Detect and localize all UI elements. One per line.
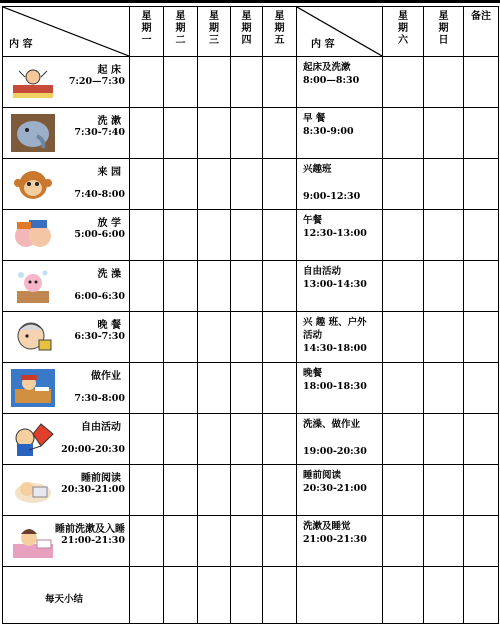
weekend-activity-cell: [297, 465, 383, 516]
activity-time: 5:00-6:00: [74, 229, 125, 240]
sun-check-cell[interactable]: [424, 261, 464, 312]
remark-header: 备注: [464, 7, 499, 57]
fri-summary-cell[interactable]: [263, 567, 297, 624]
wed-check-cell[interactable]: [198, 159, 231, 210]
weekend-activity-name: 洗澡、做作业: [303, 419, 361, 430]
schedule-row: [3, 465, 499, 516]
weekend-activity-name: 兴 趣 班、户外活动: [303, 317, 367, 341]
tue-check-cell[interactable]: [164, 210, 198, 261]
weekday-activity-cell: [3, 516, 130, 567]
fri-check-cell[interactable]: [263, 414, 297, 465]
weekend-activity-time: 9:00-12:30: [303, 191, 361, 202]
weekday-activity-cell: [3, 363, 130, 414]
weekday-activity-cell: [3, 312, 130, 363]
activity-time: 7:40-8:00: [74, 189, 125, 200]
baby-reading-icon: [11, 471, 55, 509]
weekend-activity-name: 洗漱及睡觉: [303, 521, 351, 532]
weekend-activity-name: 午餐: [303, 215, 323, 226]
sun-check-cell[interactable]: [424, 516, 464, 567]
wed-check-cell[interactable]: [198, 465, 231, 516]
fri-header: 星 期 五: [263, 7, 297, 57]
weekend-activity-cell: [297, 57, 383, 108]
weekend-activity-cell: [297, 261, 383, 312]
sat-check-cell[interactable]: [383, 516, 424, 567]
sat-check-cell[interactable]: [383, 414, 424, 465]
fri-check-cell[interactable]: [263, 516, 297, 567]
weekend-activity-cell: [297, 516, 383, 567]
sat-summary-cell[interactable]: [383, 567, 424, 624]
weekday-activity-cell: [3, 414, 130, 465]
activity-time: 6:00-6:30: [74, 291, 125, 302]
tue-check-cell[interactable]: [164, 465, 198, 516]
activity-time: 7:30-7:40: [74, 127, 125, 138]
fri-check-cell[interactable]: [263, 363, 297, 414]
remark-cell[interactable]: [464, 210, 499, 261]
weekend-activity-time: 13:00-14:30: [303, 279, 367, 290]
schedule-row: [3, 414, 499, 465]
thu-summary-cell[interactable]: [231, 567, 263, 624]
sat-check-cell[interactable]: [383, 210, 424, 261]
wed-check-cell[interactable]: [198, 261, 231, 312]
sun-check-cell[interactable]: [424, 465, 464, 516]
sat-check-cell[interactable]: [383, 312, 424, 363]
activity-name: 自由活动: [81, 422, 121, 433]
kid-eating-icon: [11, 318, 55, 356]
weekend-activity-cell: [297, 363, 383, 414]
weekend-activity-cell: [297, 312, 383, 363]
mon-check-cell[interactable]: [130, 108, 164, 159]
schedule-table: [2, 6, 499, 624]
sun-check-cell[interactable]: [424, 108, 464, 159]
pig-bathing-icon: [11, 267, 55, 305]
schedule-row: [3, 159, 499, 210]
mon-check-cell[interactable]: [130, 159, 164, 210]
weekend-activity-cell: [297, 159, 383, 210]
sun-check-cell[interactable]: [424, 57, 464, 108]
fri-check-cell[interactable]: [263, 261, 297, 312]
weekend-activity-cell: [297, 210, 383, 261]
content-label: 内 容: [9, 39, 33, 50]
tue-check-cell[interactable]: [164, 261, 198, 312]
thu-check-cell[interactable]: [231, 516, 263, 567]
weekend-activity-name: 晚餐: [303, 368, 323, 379]
sat-check-cell[interactable]: [383, 57, 424, 108]
weekend-activity-time: 19:00-20:30: [303, 446, 367, 457]
weekend-activity-time: 18:00-18:30: [303, 381, 367, 392]
weekend-activity-time: 8:00—8:30: [303, 75, 360, 86]
fri-check-cell[interactable]: [263, 159, 297, 210]
wed-check-cell[interactable]: [198, 312, 231, 363]
kid-homework-icon: [11, 369, 55, 407]
wed-check-cell[interactable]: [198, 363, 231, 414]
weekend-activity-name: 自由活动: [303, 266, 342, 277]
mon-check-cell[interactable]: [130, 261, 164, 312]
kids-hugging-icon: [11, 216, 55, 254]
content-header-right: [297, 7, 383, 57]
thu-header: 星 期 四: [231, 7, 263, 57]
sun-summary-cell[interactable]: [424, 567, 464, 624]
sun-check-cell[interactable]: [424, 363, 464, 414]
sun-check-cell[interactable]: [424, 312, 464, 363]
content-header-left: [3, 7, 130, 57]
thu-check-cell[interactable]: [231, 312, 263, 363]
weekday-activity-cell: [3, 465, 130, 516]
sat-check-cell[interactable]: [383, 465, 424, 516]
summary-row: [3, 567, 499, 624]
tue-check-cell[interactable]: [164, 108, 198, 159]
weekend-activity-cell: [297, 414, 383, 465]
remark-cell[interactable]: [464, 108, 499, 159]
mon-check-cell[interactable]: [130, 312, 164, 363]
weekend-activity-time: 12:30-13:00: [303, 228, 367, 239]
activity-time: 20:00-20:30: [61, 444, 125, 455]
schedule-row: [3, 261, 499, 312]
weekend-activity-name: 睡前阅读: [303, 470, 342, 481]
thu-check-cell[interactable]: [231, 159, 263, 210]
thu-check-cell[interactable]: [231, 465, 263, 516]
sat-check-cell[interactable]: [383, 159, 424, 210]
remark-cell[interactable]: [464, 312, 499, 363]
sat-check-cell[interactable]: [383, 363, 424, 414]
weekend-summary-cell[interactable]: [297, 567, 383, 624]
activity-name: 洗 漱: [97, 116, 121, 127]
schedule-row: [3, 312, 499, 363]
activity-name: 起 床: [97, 65, 121, 76]
tue-check-cell[interactable]: [164, 516, 198, 567]
weekend-activity-time: 20:30-21:00: [303, 483, 367, 494]
activity-name: 睡前洗漱及入睡: [55, 524, 125, 535]
person-waking-icon: [11, 63, 55, 101]
header-row: [3, 7, 499, 57]
weekday-activity-cell: [3, 57, 130, 108]
mon-header: 星 期 一: [130, 7, 164, 57]
activity-time: 7:30-8:00: [74, 393, 125, 404]
remark-cell[interactable]: [464, 57, 499, 108]
weekday-activity-cell: [3, 210, 130, 261]
fri-check-cell[interactable]: [263, 57, 297, 108]
thu-check-cell[interactable]: [231, 363, 263, 414]
activity-time: 6:30-7:30: [74, 331, 125, 342]
remark-cell[interactable]: [464, 516, 499, 567]
mon-check-cell[interactable]: [130, 57, 164, 108]
wed-header: 星 期 三: [198, 7, 231, 57]
remark-cell[interactable]: [464, 414, 499, 465]
schedule-row: [3, 57, 499, 108]
weekend-activity-time: 8:30-9:00: [303, 126, 354, 137]
mon-check-cell[interactable]: [130, 414, 164, 465]
tue-check-cell[interactable]: [164, 363, 198, 414]
weekend-activity-time: 14:30-18:00: [303, 343, 367, 354]
sat-check-cell[interactable]: [383, 108, 424, 159]
mon-check-cell[interactable]: [130, 363, 164, 414]
activity-name: 放 学: [97, 218, 121, 229]
activity-name: 睡前阅读: [81, 473, 121, 484]
remark-cell[interactable]: [464, 159, 499, 210]
activity-name: 洗 澡: [97, 269, 121, 280]
thu-check-cell[interactable]: [231, 414, 263, 465]
schedule-row: [3, 516, 499, 567]
wed-check-cell[interactable]: [198, 210, 231, 261]
weekend-activity-name: 兴趣班: [303, 164, 332, 175]
tue-summary-cell[interactable]: [164, 567, 198, 624]
schedule-row: [3, 210, 499, 261]
weekend-activity-name: 早 餐: [303, 113, 326, 124]
kite-icon: [11, 420, 55, 458]
activity-name: 做作业: [91, 371, 121, 382]
fri-check-cell[interactable]: [263, 210, 297, 261]
wed-check-cell[interactable]: [198, 516, 231, 567]
remark-cell[interactable]: [464, 465, 499, 516]
sun-check-cell[interactable]: [424, 414, 464, 465]
fri-check-cell[interactable]: [263, 312, 297, 363]
activity-name: 来 园: [97, 167, 121, 178]
tue-check-cell[interactable]: [164, 57, 198, 108]
weekend-activity-time: 21:00-21:30: [303, 534, 367, 545]
schedule-row: [3, 363, 499, 414]
thu-check-cell[interactable]: [231, 108, 263, 159]
summary-label: 每天小结: [3, 567, 130, 624]
thu-check-cell[interactable]: [231, 261, 263, 312]
sun-header: 星 期 日: [424, 7, 464, 57]
wed-check-cell[interactable]: [198, 108, 231, 159]
sun-check-cell[interactable]: [424, 159, 464, 210]
weekday-activity-cell: [3, 261, 130, 312]
wed-check-cell[interactable]: [198, 57, 231, 108]
activity-time: 21:00-21:30: [61, 535, 125, 546]
weekday-activity-cell: [3, 159, 130, 210]
wed-summary-cell[interactable]: [198, 567, 231, 624]
weekday-activity-cell: [3, 108, 130, 159]
tue-header: 星 期 二: [164, 7, 198, 57]
weekend-activity-cell: [297, 108, 383, 159]
tue-check-cell[interactable]: [164, 312, 198, 363]
content-label-right: 内 容: [311, 39, 335, 50]
remark-summary-cell[interactable]: [464, 567, 499, 624]
fri-check-cell[interactable]: [263, 108, 297, 159]
thu-check-cell[interactable]: [231, 57, 263, 108]
monkey-icon: [11, 165, 55, 203]
girl-sleeping-icon: [11, 522, 55, 560]
remark-cell[interactable]: [464, 261, 499, 312]
sun-check-cell[interactable]: [424, 210, 464, 261]
remark-cell[interactable]: [464, 363, 499, 414]
wed-check-cell[interactable]: [198, 414, 231, 465]
tue-check-cell[interactable]: [164, 159, 198, 210]
thu-check-cell[interactable]: [231, 210, 263, 261]
activity-time: 7:20—7:30: [68, 76, 125, 87]
mon-check-cell[interactable]: [130, 210, 164, 261]
sat-header: 星 期 六: [383, 7, 424, 57]
sat-check-cell[interactable]: [383, 261, 424, 312]
mon-summary-cell[interactable]: [130, 567, 164, 624]
weekend-activity-name: 起床及洗漱: [303, 62, 351, 73]
activity-name: 晚 餐: [97, 320, 121, 331]
mon-check-cell[interactable]: [130, 516, 164, 567]
elephant-washing-icon: [11, 114, 55, 152]
fri-check-cell[interactable]: [263, 465, 297, 516]
tue-check-cell[interactable]: [164, 414, 198, 465]
mon-check-cell[interactable]: [130, 465, 164, 516]
activity-time: 20:30-21:00: [61, 484, 125, 495]
schedule-row: [3, 108, 499, 159]
